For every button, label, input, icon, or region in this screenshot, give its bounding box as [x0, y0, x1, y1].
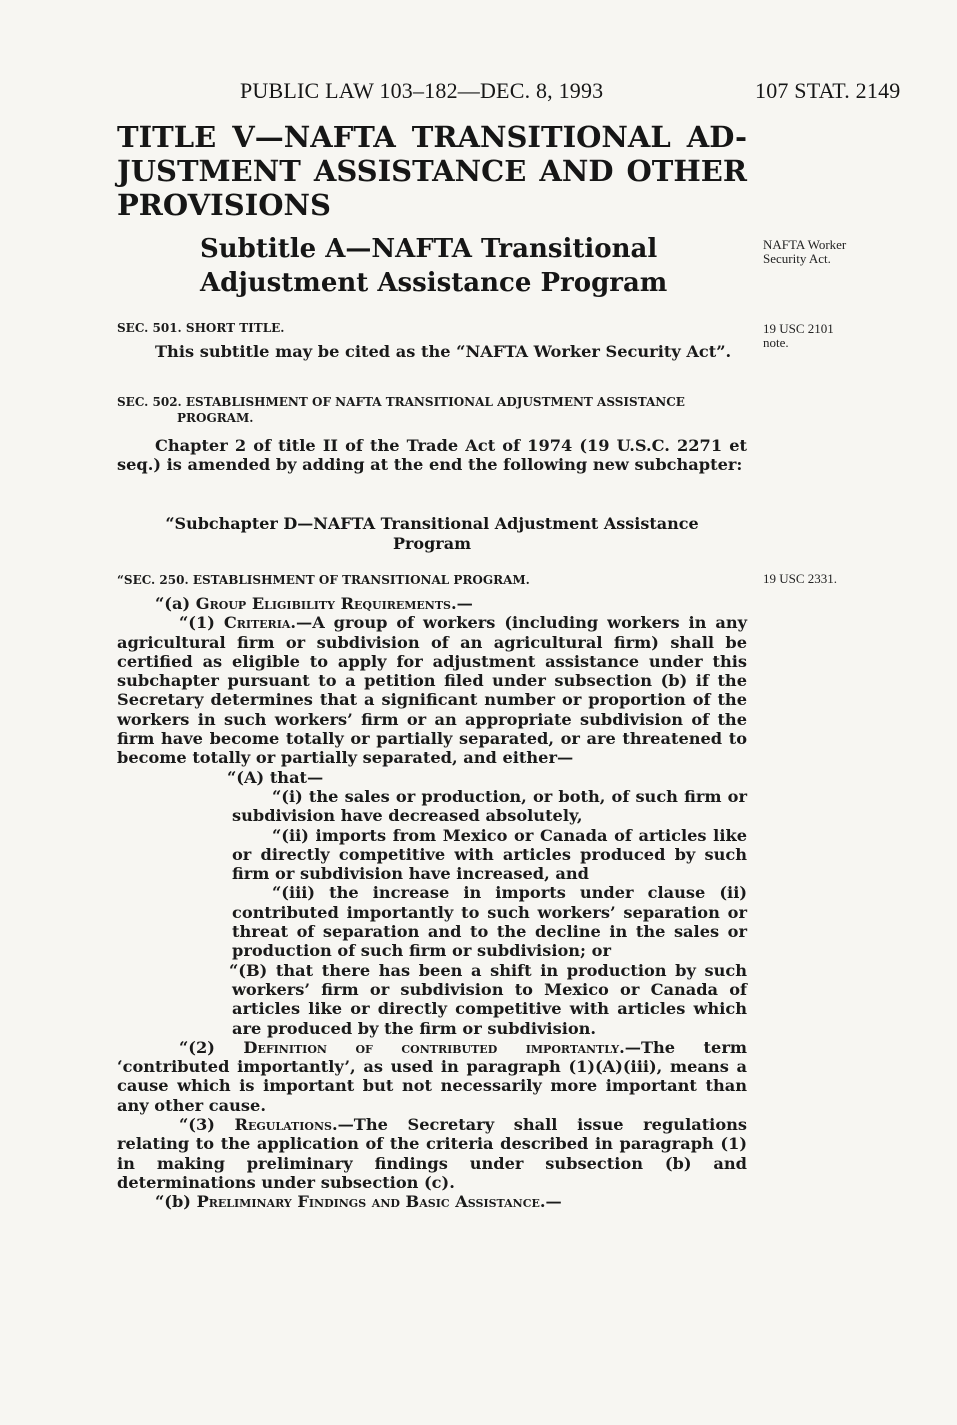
- subsection-a-caption: Group Eligibility Requirements.—: [195, 594, 473, 613]
- paragraph-1: [117, 613, 747, 767]
- title-heading: TITLE V—NAFTA TRANSITIONAL AD-JUSTMENT ASSISTANCE AND OTHER PROVISIONS: [117, 120, 747, 222]
- section-501-text: This subtitle may be cited as the “NAFTA Worker Security Act”.: [155, 342, 732, 361]
- subsection-b-caption: Preliminary Findings and Basic Assistance.—: [196, 1192, 562, 1212]
- section-250: [117, 572, 747, 1212]
- subchapter-line-2: Program: [392, 534, 472, 553]
- paragraph-1-caption: Criteria.: [223, 613, 297, 633]
- subtitle-heading: [200, 232, 680, 300]
- section-502-heading: SEC. 502. ESTABLISHMENT OF NAFTA TRANSITIONAL ADJUSTMENT ASSISTANCE PROGRAM.: [117, 395, 685, 425]
- running-header-right: 107 STAT. 2149: [755, 78, 901, 103]
- paragraph-3-caption: Regulations.: [234, 1115, 338, 1135]
- running-header-left: PUBLIC LAW 103–182—DEC. 8, 1993: [240, 78, 604, 103]
- paragraph-3-prefix: “(3): [179, 1115, 235, 1135]
- subsection-a-heading: [117, 594, 747, 613]
- subsection-a-prefix: “(a): [155, 594, 196, 613]
- margin-note-usc-2101: [763, 322, 893, 350]
- margin-note-line: 19 USC 2101: [763, 321, 834, 336]
- paragraph-1-prefix: “(1): [179, 613, 224, 633]
- clause-i: “(i) the sales or production, or both, of such firm or subdivision have decreased absolutely,: [232, 786, 747, 826]
- margin-note-line: note.: [763, 335, 789, 350]
- paragraph-2: [117, 1038, 747, 1115]
- subsection-b-heading: [117, 1192, 747, 1211]
- subchapter-heading: [117, 514, 747, 554]
- margin-note-line: Security Act.: [763, 251, 831, 266]
- section-501: [117, 320, 747, 361]
- paragraph-2-caption: Definition of contributed importantly.: [243, 1037, 625, 1057]
- margin-note-usc-2331: 19 USC 2331.: [763, 571, 838, 586]
- subparagraph-A: “(A) that—: [227, 767, 324, 787]
- section-502-text: Chapter 2 of title II of the Trade Act of 1974 (19 U.S.C. 2271 et seq.) is amended by adding at the end the following new subchapter:: [117, 436, 747, 475]
- paragraph-3: [117, 1115, 747, 1192]
- subparagraph-B: “(B) that there has been a shift in production by such workers’ firm or subdivision to Mexico or Canada of articles like or directly competitive with articles which are produced by the firm or subdivision.: [229, 960, 747, 1038]
- paragraph-3-text: —The Secretary shall issue regulations relating to the application of the criteria described in paragraph (1) in making preliminary findings under subsection (b) and determinations under subsection (c).: [117, 1115, 748, 1192]
- section-502: [117, 394, 747, 475]
- subchapter-line-1: “Subchapter D—NAFTA Transitional Adjustment Assistance: [165, 514, 699, 533]
- paragraph-2-text: —The term ‘contributed importantly’, as used in paragraph (1)(A)(iii), means a cause which is important but not necessarily more important than any other cause.: [117, 1037, 747, 1115]
- paragraph-1-text: —A group of workers (including workers in any agricultural firm or subdivision of an agricultural firm) shall be certified as eligible to apply for adjustment assistance under this subchapter pursuant to a petition filed under subsection (b) if the Secretary determines that a significant number or proportion of the workers in such workers’ firm or an appropriate subdivision of the firm have become totally or partially separated, or are threatened to become totally or partially separated, and either—: [117, 613, 747, 768]
- clause-ii: “(ii) imports from Mexico or Canada of articles like or directly competitive with articles produced by such firm or subdivision have increased, and: [232, 825, 747, 884]
- paragraph-2-prefix: “(2): [179, 1037, 244, 1057]
- subtitle-line-2: Adjustment Assistance Program: [200, 268, 668, 298]
- subsection-b-prefix: “(b): [155, 1192, 197, 1212]
- clause-iii: “(iii) the increase in imports under clause (ii) contributed importantly to such workers’ separation or threat of separation and to the decline in the sales or production of such firm or subdivision; or: [232, 883, 747, 961]
- section-501-heading: SEC. 501. SHORT TITLE.: [117, 321, 285, 335]
- subtitle-line-1: Subtitle A—NAFTA Transitional: [200, 234, 658, 264]
- margin-note-line: NAFTA Worker: [763, 237, 847, 252]
- section-250-heading: “SEC. 250. ESTABLISHMENT OF TRANSITIONAL PROGRAM.: [117, 573, 530, 587]
- margin-note-nafta-worker: [763, 238, 893, 266]
